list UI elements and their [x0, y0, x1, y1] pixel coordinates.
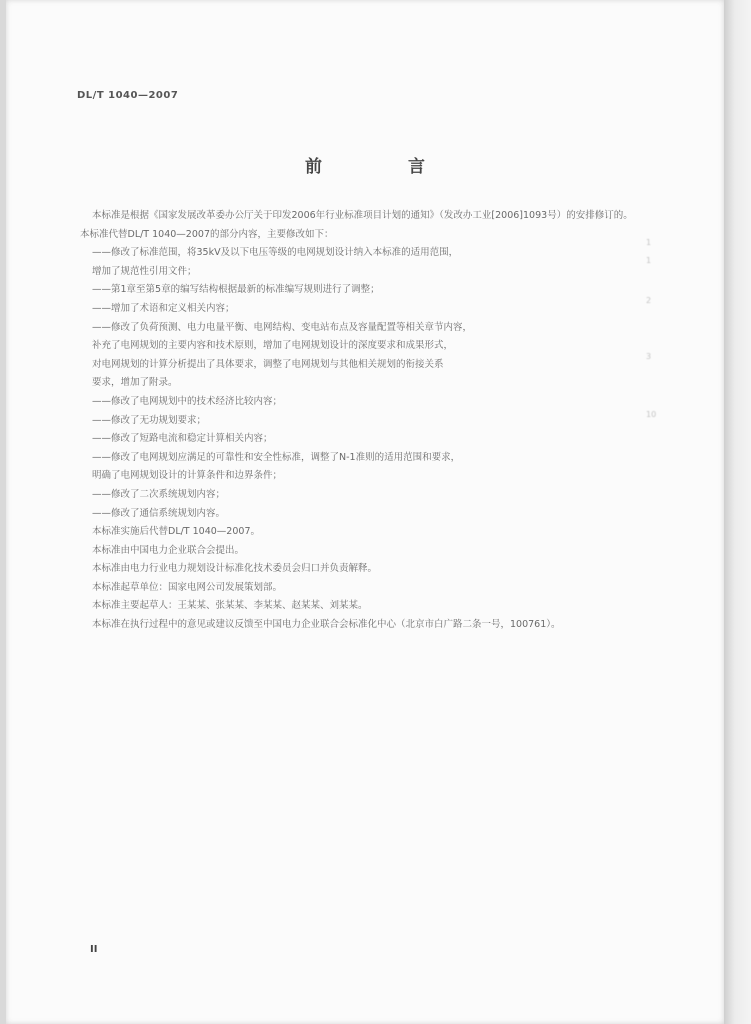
paragraph-line: ——修改了无功规划要求； — [92, 414, 207, 426]
paragraph-line: ——修改了短路电流和稳定计算相关内容； — [92, 433, 273, 445]
paragraph-line: ——修改了负荷预测、电力电量平衡、电网结构、变电站布点及容量配置等相关章节内容， — [92, 321, 473, 333]
bleed-through-mark: 1 — [646, 238, 652, 247]
paragraph-line: 本标准由中国电力企业联合会提出。 — [92, 544, 245, 556]
document-page — [6, 0, 724, 1024]
paragraph-line: 本标准主要起草人：王某某、张某某、李某某、赵某某、刘某某。 — [92, 600, 368, 612]
paragraph-line: 本标准代替DL/T 1040—2007的部分内容，主要修改如下： — [80, 228, 334, 240]
paragraph-line: ——修改了二次系统规划内容； — [92, 488, 226, 500]
page-title: 前 言 — [305, 157, 465, 177]
header-standard-number: DL/T 1040—2007 — [77, 90, 179, 101]
paragraph-line: 明确了电网规划设计的计算条件和边界条件； — [92, 470, 283, 482]
paragraph-line: ——修改了电网规划中的技术经济比较内容； — [92, 395, 283, 407]
paragraph-line: ——修改了通信系统规划内容。 — [92, 507, 226, 519]
page-edge — [724, 0, 751, 1024]
paragraph-line: 本标准实施后代替DL/T 1040—2007。 — [92, 526, 260, 538]
paragraph-line: 本标准起草单位：国家电网公司发展策划部。 — [92, 581, 283, 593]
paragraph-line: ——第1章至第5章的编写结构根据最新的标准编写规则进行了调整； — [92, 284, 380, 296]
paragraph-line: ——修改了标准范围，将35kV及以下电压等级的电网规划设计纳入本标准的适用范围， — [92, 247, 459, 259]
paragraph-line: 对电网规划的计算分析提出了具体要求，调整了电网规划与其他相关规划的衔接关系 — [92, 358, 444, 370]
paragraph-line: 本标准在执行过程中的意见或建议反馈至中国电力企业联合会标准化中心（北京市白广路二条一号，100761）。 — [92, 619, 561, 631]
bleed-through-mark: 3 — [646, 352, 652, 361]
paragraph-line: 要求，增加了附录。 — [92, 377, 178, 389]
paragraph-line: 本标准是根据《国家发展改革委办公厅关于印发2006年行业标准项目计划的通知》（发改办工业[2006]1093号）的安排修订的。 — [92, 210, 633, 221]
foreword-body — [80, 207, 680, 635]
bleed-through-mark: 1 — [646, 256, 652, 265]
paragraph-line: 增加了规范性引用文件； — [92, 265, 197, 277]
paragraph-line: ——增加了术语和定义相关内容； — [92, 302, 235, 314]
paragraph-line: 本标准由电力行业电力规划设计标准化技术委员会归口并负责解释。 — [92, 563, 378, 575]
bleed-through-mark: 10 — [646, 410, 657, 419]
page-number: II — [90, 944, 98, 955]
bleed-through-mark: 2 — [646, 296, 652, 305]
paragraph-line: 补充了电网规划的主要内容和技术原则，增加了电网规划设计的深度要求和成果形式， — [92, 340, 454, 352]
paragraph-line: ——修改了电网规划应满足的可靠性和安全性标准，调整了N-1准则的适用范围和要求， — [92, 451, 461, 463]
